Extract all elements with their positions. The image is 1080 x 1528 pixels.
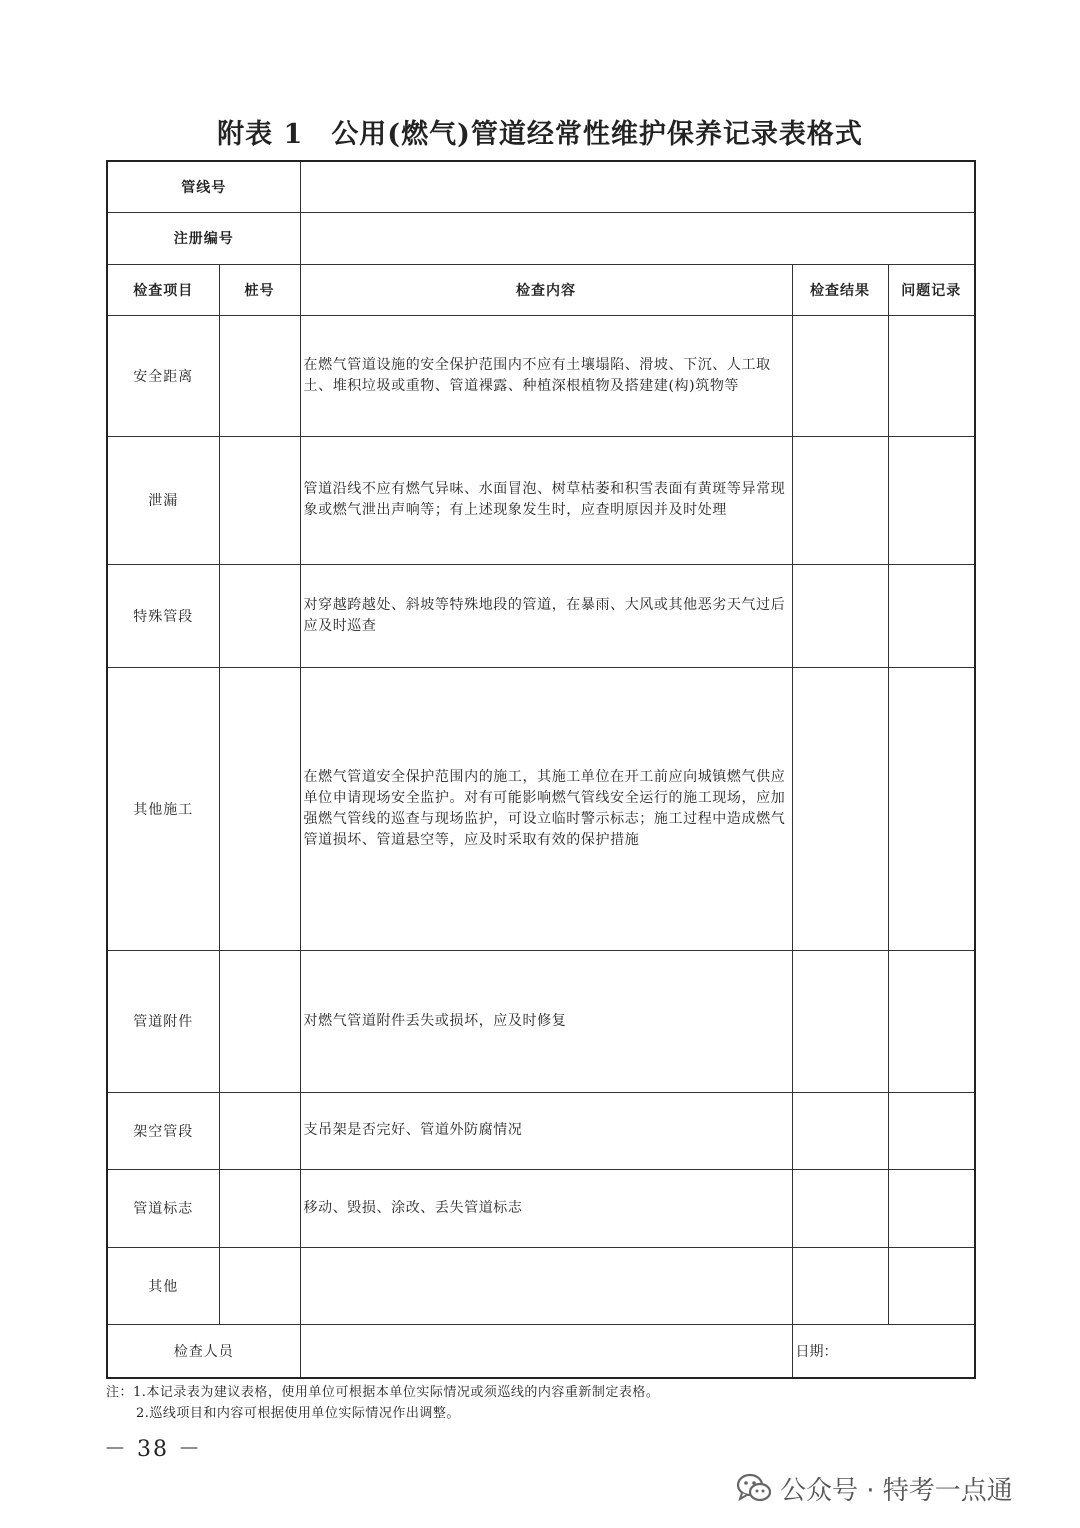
- inspector-row: [107, 1324, 975, 1378]
- table-notes: [106, 1382, 976, 1424]
- pipeline-no-row: [107, 161, 975, 212]
- row-item: 架空管段: [107, 1092, 219, 1169]
- note-line-1: 注：1.本记录表为建议表格，使用单位可根据本单位实际情况或须巡线的内容重新制定表格。: [106, 1385, 660, 1400]
- pipeline-no-field[interactable]: [300, 161, 975, 212]
- registration-no-field[interactable]: [300, 212, 975, 264]
- table-row: [107, 950, 975, 1092]
- row-result-field[interactable]: [792, 1092, 888, 1169]
- wechat-watermark: [736, 1468, 1013, 1508]
- row-stake-field[interactable]: [219, 436, 300, 564]
- row-content: 移动、毁损、涂改、丢失管道标志: [300, 1169, 792, 1247]
- header-row: [107, 264, 975, 315]
- inspector-label: 检查人员: [107, 1324, 300, 1378]
- row-content: 支吊架是否完好、管道外防腐情况: [300, 1092, 792, 1169]
- header-issue-record: 问题记录: [888, 264, 975, 315]
- row-item: 其他施工: [107, 667, 219, 950]
- table-row: [107, 667, 975, 950]
- table-row: [107, 564, 975, 667]
- maintenance-record-table: [106, 160, 976, 1379]
- date-label: 日期：: [795, 1343, 838, 1360]
- title-text: 公用(燃气)管道经常性维护保养记录表格式: [331, 119, 863, 150]
- row-record-field[interactable]: [888, 667, 975, 950]
- row-result-field[interactable]: [792, 1169, 888, 1247]
- row-stake-field[interactable]: [219, 1169, 300, 1247]
- header-check-item: 检查项目: [107, 264, 219, 315]
- table-row: [107, 1092, 975, 1169]
- row-item: 泄漏: [107, 436, 219, 564]
- title-label: 附表 1: [217, 119, 304, 150]
- row-result-field[interactable]: [792, 564, 888, 667]
- row-item: 管道附件: [107, 950, 219, 1092]
- date-field[interactable]: [792, 1324, 975, 1378]
- header-stake-no: 桩号: [219, 264, 300, 315]
- inspector-field[interactable]: [300, 1324, 792, 1378]
- watermark-text: 公众号 · 特考一点通: [780, 1475, 1013, 1506]
- row-content: 对燃气管道附件丢失或损坏，应及时修复: [300, 950, 792, 1092]
- row-content: 在燃气管道安全保护范围内的施工，其施工单位在开工前应向城镇燃气供应单位申请现场安全监护。对有可能影响燃气管线安全运行的施工现场，应加强燃气管线的巡查与现场监护，可设立临时警示标志；施工过程中造成燃气管道损坏、管道悬空等，应及时采取有效的保护措施: [300, 667, 792, 950]
- row-item: 其他: [107, 1247, 219, 1324]
- row-item: 安全距离: [107, 315, 219, 436]
- row-stake-field[interactable]: [219, 1247, 300, 1324]
- registration-no-row: [107, 212, 975, 264]
- table-row: [107, 1169, 975, 1247]
- row-content: 对穿越跨越处、斜坡等特殊地段的管道，在暴雨、大风或其他恶劣天气过后应及时巡查: [300, 564, 792, 667]
- row-content[interactable]: [300, 1247, 792, 1324]
- page-number: － 38 －: [104, 1437, 202, 1462]
- row-result-field[interactable]: [792, 667, 888, 950]
- table-row: [107, 436, 975, 564]
- row-result-field[interactable]: [792, 950, 888, 1092]
- table-row: [107, 315, 975, 436]
- registration-no-label: 注册编号: [107, 212, 300, 264]
- row-content: 在燃气管道设施的安全保护范围内不应有土壤塌陷、滑坡、下沉、人工取土、堆积垃圾或重物、管道裸露、种植深根植物及搭建建(构)筑物等: [300, 315, 792, 436]
- row-record-field[interactable]: [888, 1247, 975, 1324]
- row-stake-field[interactable]: [219, 950, 300, 1092]
- row-result-field[interactable]: [792, 436, 888, 564]
- row-stake-field[interactable]: [219, 315, 300, 436]
- row-content: 管道沿线不应有燃气异味、水面冒泡、树草枯萎和积雪表面有黄斑等异常现象或燃气泄出声响等；有上述现象发生时，应查明原因并及时处理: [300, 436, 792, 564]
- row-record-field[interactable]: [888, 1092, 975, 1169]
- row-item: 管道标志: [107, 1169, 219, 1247]
- row-stake-field[interactable]: [219, 1092, 300, 1169]
- row-stake-field[interactable]: [219, 667, 300, 950]
- page-title: [0, 112, 1080, 151]
- row-result-field[interactable]: [792, 315, 888, 436]
- note-line-2: 2.巡线项目和内容可根据使用单位实际情况作出调整。: [136, 1406, 460, 1421]
- row-stake-field[interactable]: [219, 564, 300, 667]
- row-record-field[interactable]: [888, 950, 975, 1092]
- pipeline-no-label: 管线号: [107, 161, 300, 212]
- row-record-field[interactable]: [888, 436, 975, 564]
- wechat-icon: [736, 1472, 772, 1504]
- header-check-content: 检查内容: [300, 264, 792, 315]
- row-record-field[interactable]: [888, 315, 975, 436]
- table-row: [107, 1247, 975, 1324]
- header-check-result: 检查结果: [792, 264, 888, 315]
- row-record-field[interactable]: [888, 564, 975, 667]
- row-item: 特殊管段: [107, 564, 219, 667]
- row-result-field[interactable]: [792, 1247, 888, 1324]
- row-record-field[interactable]: [888, 1169, 975, 1247]
